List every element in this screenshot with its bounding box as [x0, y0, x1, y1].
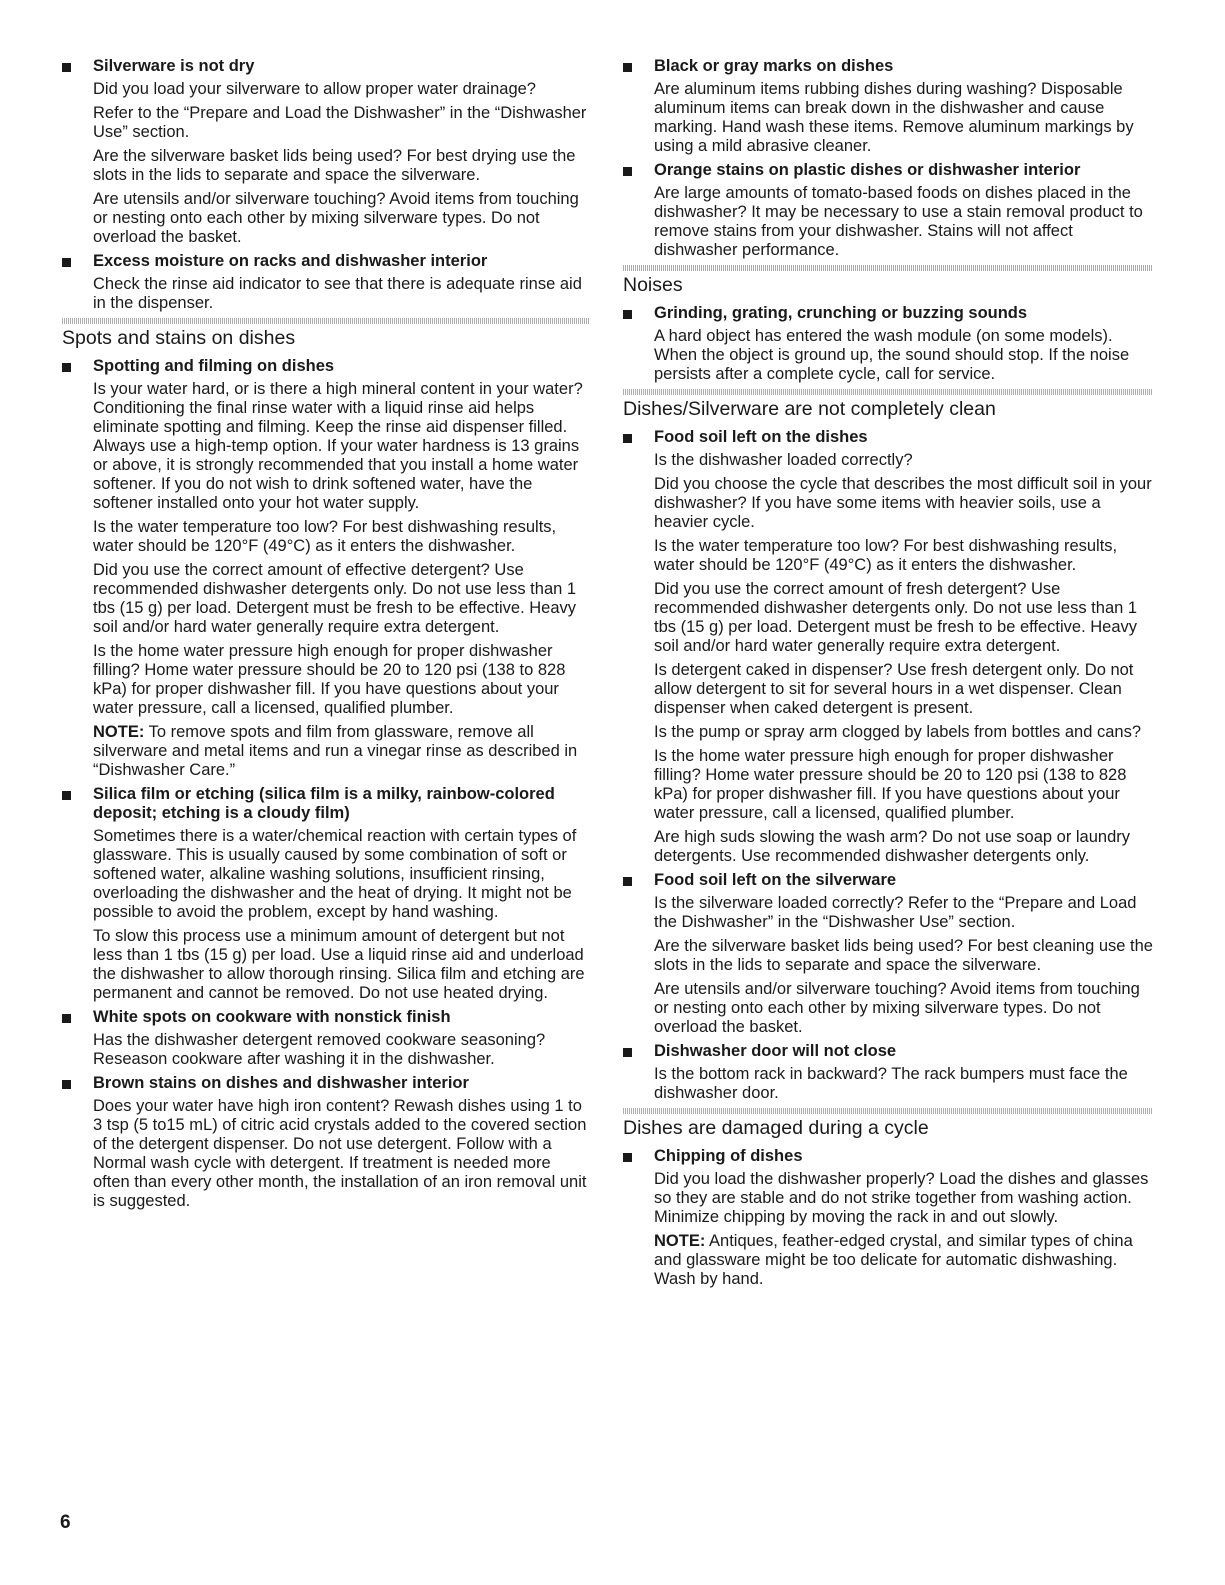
troubleshooting-item: [62, 57, 590, 247]
list: [62, 57, 590, 313]
item-paragraph: Is the water temperature too low? For best dishwashing results, water should be 120°F (49°C) as it enters the dishwasher.: [654, 537, 1118, 574]
list: [62, 357, 590, 1211]
square-bullet-icon: [623, 310, 632, 319]
section-title: Dishes are damaged during a cycle: [623, 1117, 929, 1139]
troubleshooting-item: [623, 1042, 1153, 1103]
square-bullet-icon: [623, 167, 632, 176]
item-paragraph: Is the silverware loaded correctly? Refer to the “Prepare and Load the Dishwasher” in the “Dishwasher Use” section.: [654, 894, 1137, 931]
item-title: Silica film or etching (silica film is a milky, rainbow-colored deposit; etching is a cloudy film): [93, 785, 555, 822]
item-title: Black or gray marks on dishes: [654, 57, 894, 75]
item-paragraph: Are aluminum items rubbing dishes during washing? Disposable aluminum items can break down in the dishwasher and cause marking. Hand wash these items. Remove aluminum markings by using a mild abrasive cleaner.: [654, 80, 1134, 155]
troubleshooting-item: [623, 1147, 1153, 1289]
item-paragraph: Is the water temperature too low? For best dishwashing results, water should be 120°F (49°C) as it enters the dishwasher.: [93, 518, 557, 555]
square-bullet-icon: [62, 1080, 71, 1089]
item-paragraph: Is the dishwasher loaded correctly?: [654, 451, 913, 469]
item-paragraph: To slow this process use a minimum amount of detergent but not less than 1 tbs (15 g) per load. Use a liquid rinse aid and underload the dishwasher to allow thorough rinsing. Silica film and etching are permanent and cannot be removed. Do not use heated drying.: [93, 927, 585, 1002]
troubleshooting-item: [623, 304, 1153, 384]
item-paragraph: Are large amounts of tomato-based foods on dishes placed in the dishwasher? It may be necessary to use a stain removal product to remove stains from your dishwasher. Stains will not affect dishwasher performance.: [654, 184, 1143, 259]
item-paragraph: Check the rinse aid indicator to see that there is adequate rinse aid in the dispenser.: [93, 275, 582, 312]
item-paragraph: Are high suds slowing the wash arm? Do not use soap or laundry detergents. Use recommended dishwasher detergents only.: [654, 828, 1131, 865]
section-divider: [623, 1108, 1153, 1114]
page-number: 6: [60, 1512, 71, 1533]
section-title: Spots and stains on dishes: [62, 327, 296, 349]
square-bullet-icon: [623, 434, 632, 443]
item-paragraph: Refer to the “Prepare and Load the Dishwasher” in the “Dishwasher Use” section.: [93, 104, 587, 141]
section-divider: [62, 318, 590, 324]
note-label: NOTE:: [93, 723, 145, 741]
note-text: To remove spots and film from glassware, remove all silverware and metal items and run a vinegar rinse as described in “Dishwasher Care.”: [93, 723, 578, 779]
item-title: Grinding, grating, crunching or buzzing sounds: [654, 304, 1028, 322]
item-paragraph: Are the silverware basket lids being used? For best drying use the slots in the lids to separate and space the silverware.: [93, 147, 576, 184]
item-paragraph: Is detergent caked in dispenser? Use fresh detergent only. Do not allow detergent to sit for several hours in a wet dispenser. Clean dispenser when caked detergent is present.: [654, 661, 1134, 717]
troubleshooting-item: [623, 871, 1153, 1037]
troubleshooting-item: [62, 357, 590, 780]
section-title: Dishes/Silverware are not completely clean: [623, 398, 996, 420]
item-paragraph: Did you choose the cycle that describes the most difficult soil in your dishwasher? If you have some items with heavier soils, use a heavier cycle.: [654, 475, 1152, 531]
section-heading: [623, 1108, 1153, 1139]
troubleshooting-item: [62, 252, 590, 313]
item-title: Silverware is not dry: [93, 57, 255, 75]
list: [623, 304, 1153, 384]
item-title: Excess moisture on racks and dishwasher interior: [93, 252, 488, 270]
item-paragraph: Did you use the correct amount of effective detergent? Use recommended dishwasher detergents only. Do not use less than 1 tbs (15 g) per load. Detergent must be fresh to be effective. Heavy soil and/or hard water generally require extra detergent.: [93, 561, 577, 636]
section-title: Noises: [623, 274, 683, 296]
item-paragraph: Is the home water pressure high enough for proper dishwasher filling? Home water pressure should be 20 to 120 psi (138 to 828 kPa) for proper dishwasher fill. If you have questions about your water pressure, call a licensed, qualified plumber.: [93, 642, 566, 717]
section-heading: [62, 318, 590, 349]
item-note: [654, 1232, 1153, 1289]
item-paragraph: Does your water have high iron content? Rewash dishes using 1 to 3 tsp (5 to15 mL) of citric acid crystals added to the covered section of the detergent dispenser. Do not use detergent. Follow with a Normal wash cycle with detergent. If treatment is needed more often than every other month, the installation of an iron removal unit is suggested.: [93, 1097, 587, 1210]
square-bullet-icon: [62, 791, 71, 800]
left-column: [62, 57, 590, 1216]
troubleshooting-item: [623, 57, 1153, 156]
list: [623, 1147, 1153, 1289]
note-label: NOTE:: [654, 1232, 706, 1250]
item-paragraph: Are utensils and/or silverware touching? Avoid items from touching or nesting onto each other by mixing silverware types. Do not overload the basket.: [654, 980, 1140, 1036]
item-paragraph: Did you load your silverware to allow proper water drainage?: [93, 80, 536, 98]
square-bullet-icon: [62, 1014, 71, 1023]
item-title: Brown stains on dishes and dishwasher interior: [93, 1074, 469, 1092]
item-paragraph: Is the home water pressure high enough for proper dishwasher filling? Home water pressure should be 20 to 120 psi (138 to 828 kPa) for proper dishwasher fill. If you have questions about your water pressure, call a licensed, qualified plumber.: [654, 747, 1127, 822]
section-heading: [623, 389, 1153, 420]
item-paragraph: A hard object has entered the wash module (on some models). When the object is ground up, the sound should stop. If the noise persists after a complete cycle, call for service.: [654, 327, 1130, 383]
section-divider: [623, 265, 1153, 271]
section-heading: [623, 265, 1153, 296]
square-bullet-icon: [623, 877, 632, 886]
item-paragraph: Are utensils and/or silverware touching? Avoid items from touching or nesting onto each other by mixing silverware types. Do not overload the basket.: [93, 190, 579, 246]
square-bullet-icon: [62, 258, 71, 267]
square-bullet-icon: [623, 1048, 632, 1057]
item-paragraph: Is your water hard, or is there a high mineral content in your water? Conditioning the final rinse water with a liquid rinse aid helps eliminate spotting and filming. Keep the rinse aid dispenser filled. Always use a high-temp option. If your water hardness is 13 grains or above, it is strongly recommended that you install a home water softener. If you do not wish to drink softened water, have the softener installed onto your hot water supply.: [93, 380, 583, 512]
square-bullet-icon: [62, 363, 71, 372]
item-paragraph: Is the pump or spray arm clogged by labels from bottles and cans?: [654, 723, 1141, 741]
item-title: White spots on cookware with nonstick finish: [93, 1008, 451, 1026]
item-paragraph: Has the dishwasher detergent removed cookware seasoning? Reseason cookware after washing it in the dishwasher.: [93, 1031, 546, 1068]
item-note: [93, 723, 590, 780]
item-title: Spotting and filming on dishes: [93, 357, 335, 375]
list: [623, 428, 1153, 1103]
troubleshooting-item: [623, 161, 1153, 260]
square-bullet-icon: [623, 1153, 632, 1162]
square-bullet-icon: [623, 63, 632, 72]
item-title: Food soil left on the dishes: [654, 428, 868, 446]
right-column: [623, 57, 1153, 1294]
note-text: Antiques, feather-edged crystal, and similar types of china and glassware might be too delicate for automatic dishwashing. Wash by hand.: [654, 1232, 1133, 1288]
list: [623, 57, 1153, 260]
item-title: Dishwasher door will not close: [654, 1042, 897, 1060]
troubleshooting-item: [62, 1074, 590, 1211]
item-paragraph: Did you load the dishwasher properly? Load the dishes and glasses so they are stable and do not strike together from washing action. Minimize chipping by moving the rack in and out slowly.: [654, 1170, 1149, 1226]
item-title: Food soil left on the silverware: [654, 871, 897, 889]
item-title: Orange stains on plastic dishes or dishwasher interior: [654, 161, 1081, 179]
item-paragraph: Is the bottom rack in backward? The rack bumpers must face the dishwasher door.: [654, 1065, 1128, 1102]
item-paragraph: Did you use the correct amount of fresh detergent? Use recommended dishwasher detergents only. Do not use less than 1 tbs (15 g) per load. Detergent must be fresh to be effective. Heavy soil and/or hard water generally require extra detergent.: [654, 580, 1138, 655]
square-bullet-icon: [62, 63, 71, 72]
item-title: Chipping of dishes: [654, 1147, 803, 1165]
item-paragraph: Are the silverware basket lids being used? For best cleaning use the slots in the lids to separate and space the silverware.: [654, 937, 1153, 974]
troubleshooting-item: [62, 785, 590, 1003]
troubleshooting-item: [623, 428, 1153, 866]
item-paragraph: Sometimes there is a water/chemical reaction with certain types of glassware. This is usually caused by some combination of soft or softened water, alkaline washing solutions, insufficient rinsing, overloading the dishwasher and the heat of drying. It might not be possible to avoid the problem, except by hand washing.: [93, 827, 577, 921]
section-divider: [623, 389, 1153, 395]
troubleshooting-item: [62, 1008, 590, 1069]
